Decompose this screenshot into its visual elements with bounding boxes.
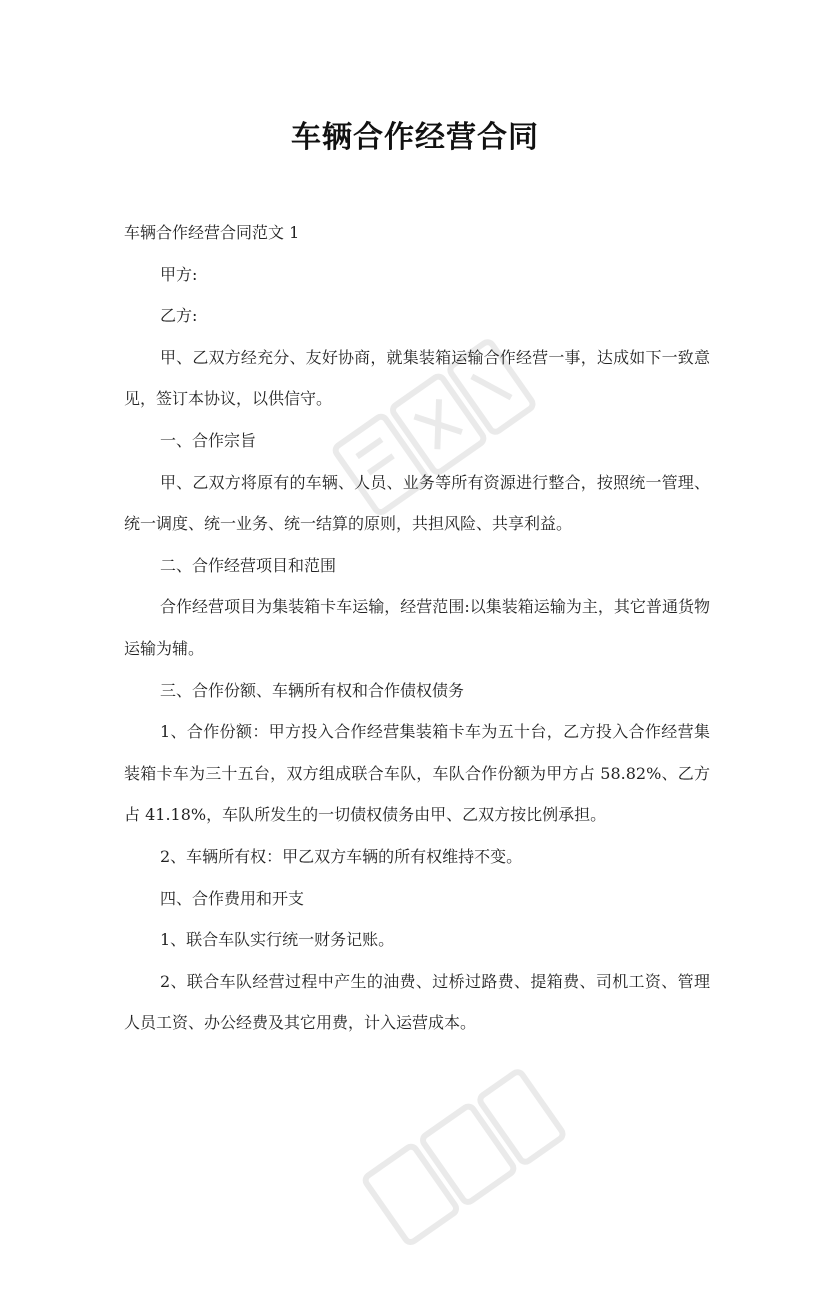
paragraph-share: 1、合作份额：甲方投入合作经营集装箱卡车为五十台，乙方投入合作经营集装箱卡车为三十五台，双方组成联合车队，车队合作份额为甲方占 58.82%、乙方占 41.18%，车队所发生的一切债权债务由甲、乙双方按比例承担。 [124,722,710,825]
paragraph-scope: 合作经营项目为集装箱卡车运输，经营范围:以集装箱运输为主，其它普通货物运输为辅。 [124,597,710,658]
section-heading-3: 三、合作份额、车辆所有权和合作债权债务 [160,680,465,700]
document-body [124,212,710,1044]
section-heading-1: 一、合作宗旨 [160,430,257,450]
paragraph-intro: 甲、乙双方经充分、友好协商，就集装箱运输合作经营一事，达成如下一致意见，签订本协议，以供信守。 [124,347,710,409]
watermark-logo-bottom [330,1030,590,1290]
document-title: 车辆合作经营合同 [291,120,539,155]
paragraph-ownership: 2、车辆所有权：甲乙双方车辆的所有权维持不变。 [160,846,523,866]
paragraph-purpose: 甲、乙双方将原有的车辆、人员、业务等所有资源进行整合，按照统一管理、统一调度、统一业务、统一结算的原则，共担风险、共享利益。 [124,472,710,534]
party-b-line: 乙方: [160,306,198,326]
paragraph-accounting: 1、联合车队实行统一财务记账。 [160,930,395,950]
paragraph-costs: 2、联合车队经营过程中产生的油费、过桥过路费、提箱费、司机工资、管理人员工资、办公经费及其它用费，计入运营成本。 [124,971,710,1033]
document-subtitle: 车辆合作经营合同范文 1 [124,223,300,242]
section-heading-4: 四、合作费用和开支 [160,888,305,908]
party-a-line: 甲方: [160,264,198,284]
section-heading-2: 二、合作经营项目和范围 [160,555,337,575]
